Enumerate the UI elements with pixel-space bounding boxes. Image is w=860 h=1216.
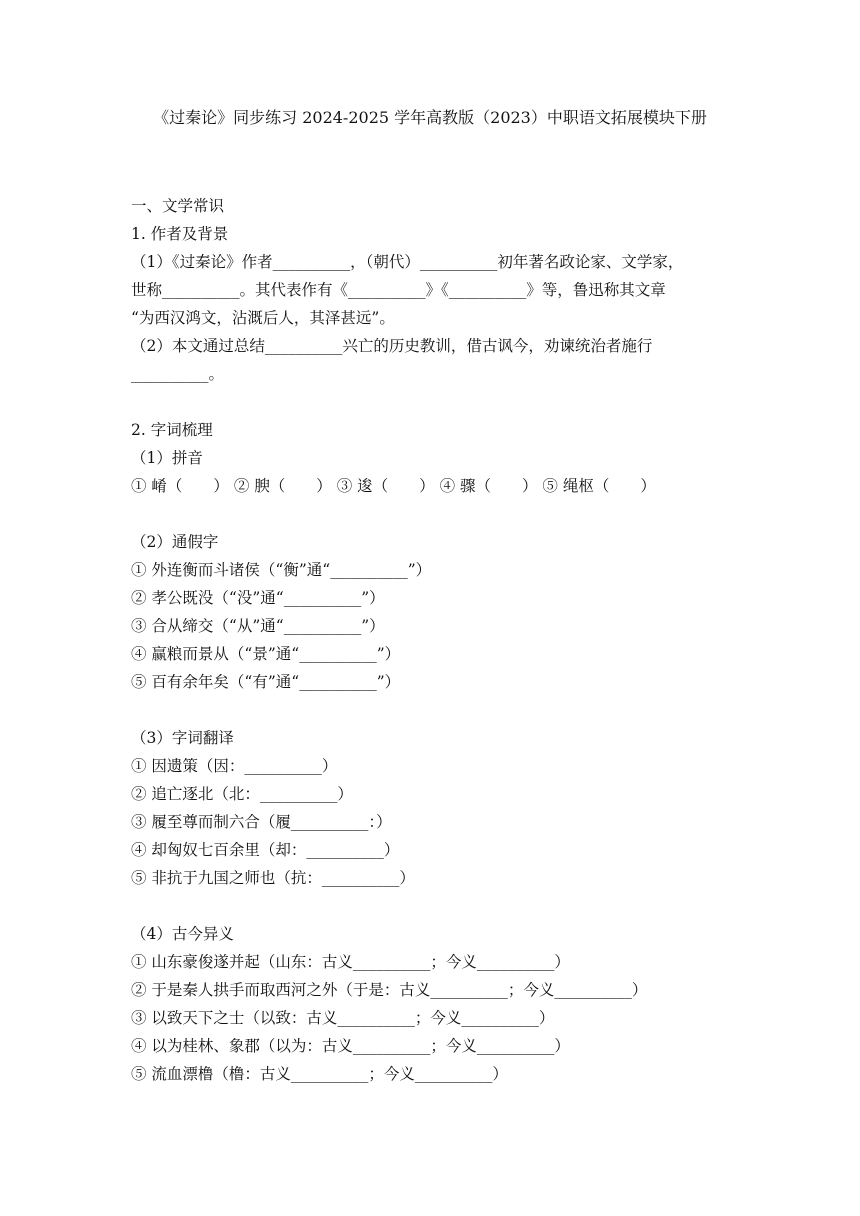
part-heading-pinyin: （1）拼音 xyxy=(131,449,203,467)
document-body xyxy=(131,192,731,1088)
list-item: ⑤ 流血漂橹（橹：古义__________；今义__________） xyxy=(131,1065,508,1083)
spacer xyxy=(131,696,731,724)
part-heading-ancient-modern-meaning: （4）古今异义 xyxy=(131,925,234,943)
spacer xyxy=(131,500,731,528)
list-item: ④ 却匈奴七百余里（却：__________） xyxy=(131,841,400,859)
spacer xyxy=(131,892,731,920)
list-item: ⑤ 百有余年矣（“有”通“__________”） xyxy=(131,673,401,691)
list-item: ④ 以为桂林、象郡（以为：古义__________；今义__________） xyxy=(131,1037,570,1055)
list-item: ② 追亡逐北（北：__________） xyxy=(131,785,353,803)
pinyin-items: ① 崤（ ） ② 腴（ ） ③ 逡（ ） ④ 骤（ ） ⑤ 绳枢（ ） xyxy=(131,477,656,495)
list-item: ③ 合从缔交（“从”通“__________”） xyxy=(131,617,385,635)
document-title: 《过秦论》同步练习 2024-2025 学年高教版（2023）中职语文拓展模块下册 xyxy=(153,108,707,127)
part-heading-tongjiazi: （2）通假字 xyxy=(131,533,219,551)
question-line: （1）《过秦论》作者__________，（朝代）__________初年著名政论家、文学家， xyxy=(131,253,684,271)
list-item: ① 山东豪俊遂并起（山东：古义__________；今义__________） xyxy=(131,953,570,971)
list-item: ③ 履至尊而制六合（履__________：） xyxy=(131,813,392,831)
list-item: ① 因遗策（因：__________） xyxy=(131,757,338,775)
list-item: ⑤ 非抗于九国之师也（抗：__________） xyxy=(131,869,415,887)
list-item: ② 于是秦人拱手而取西河之外（于是：古义__________；今义__________） xyxy=(131,981,648,999)
section-heading-literary-knowledge: 一、文学常识 xyxy=(131,197,225,215)
list-item: ③ 以致天下之士（以致：古义__________；今义__________） xyxy=(131,1009,555,1027)
question-line: “为西汉鸿文，沾溉后人，其泽甚远”。 xyxy=(131,309,395,327)
subsection-vocabulary: 2. 字词梳理 xyxy=(131,421,213,439)
question-line: 世称__________。其代表作有《__________》《__________》等，鲁迅称其文章 xyxy=(131,281,666,299)
question-line: （2）本文通过总结__________兴亡的历史教训，借古讽今，劝谏统治者施行 xyxy=(131,337,653,355)
list-item: ② 孝公既没（“没”通“__________”） xyxy=(131,589,385,607)
part-heading-word-translation: （3）字词翻译 xyxy=(131,729,234,747)
subsection-author-background: 1. 作者及背景 xyxy=(131,225,229,243)
spacer xyxy=(131,388,731,416)
question-line: __________。 xyxy=(131,365,225,383)
list-item: ④ 赢粮而景从（“景”通“__________”） xyxy=(131,645,401,663)
list-item: ① 外连衡而斗诸侯（“衡”通“__________”） xyxy=(131,561,432,579)
